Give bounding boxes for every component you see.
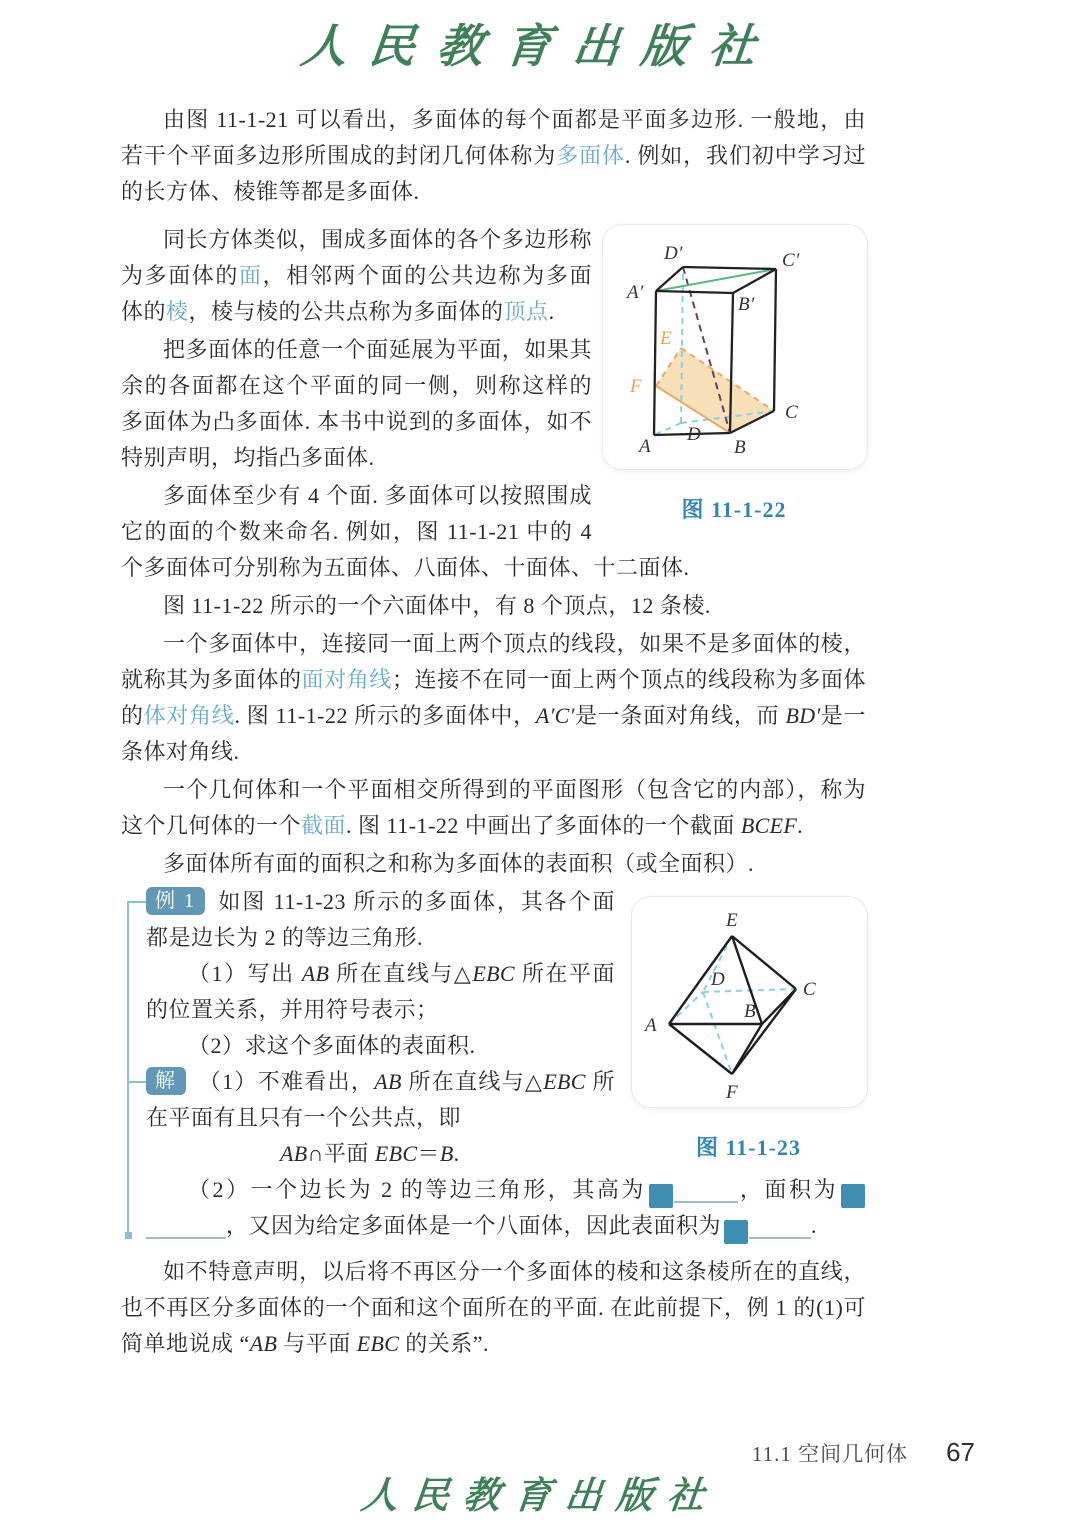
text-segment: . [797,813,804,838]
vertex-label-c-prime: C′ [782,250,800,271]
text-segment: 与平面 [277,1331,357,1356]
text-segment: . [548,299,555,324]
paragraph-hexahedron-counts [121,588,866,624]
answer-box-3[interactable]: 3 [724,1220,748,1244]
footer-page-number: 67 [946,1437,975,1467]
page-content [121,102,893,1364]
example-bracket-tick-top [128,901,146,903]
text-segment: 是一条体对角线. [121,703,866,764]
vertex-label-d: D [711,969,726,990]
text-segment: 棱 [166,299,189,324]
text-segment: EBC [356,1331,400,1356]
text-segment: ，棱与棱的公共点称为多面体的 [188,299,504,324]
vertex-label-c: C [785,402,799,423]
paragraph-cross-section [121,772,866,844]
vertex-label-d-prime: D′ [664,243,683,264]
answer-box-2[interactable]: 2 [841,1184,865,1208]
vertex-label-e: E [726,910,739,931]
cuboid-section-drawing [602,224,868,470]
text-segment: A′C′ [535,703,575,728]
vertex-label-a: A [639,436,652,457]
text-segment: . [811,1213,818,1238]
example-badge: 例 1 [146,887,205,915]
vertex-label-e: E [660,328,673,349]
text-segment: ，又因为给定多面体是一个八面体，因此表面积为 [226,1213,722,1238]
vertex-label-a-prime: A′ [627,282,644,303]
text-segment: 面 [239,263,263,288]
footer-meta [752,1437,975,1468]
text-segment: AB [374,1069,402,1094]
example-bracket-tick-solution [128,1081,146,1083]
publisher-logo-bottom: 人民教育出版社 [358,1473,721,1517]
text-segment: 体对角线 [143,703,235,728]
text-segment: ＝ [417,1141,440,1166]
text-segment: . [453,1141,460,1166]
solution-part-1-text [146,1069,615,1130]
text-segment: 所在平面有且只有一个公共点，即 [146,1069,615,1130]
paragraph-closing-convention [121,1254,866,1362]
text-segment: AB [280,1141,308,1166]
solution-part-2-text [146,1172,893,1244]
text-segment: 多面体 [556,143,625,168]
example-intro-text [146,889,615,950]
text-segment: B [439,1141,454,1166]
text-segment: EBC [374,1141,418,1166]
text-segment: 一个多面体中，连接同一面上两个顶点的线段，如果不是多面体的棱，就称其为多面体的 [121,631,866,692]
text-segment: EBC [472,961,515,986]
figure-caption-11-1-22: 图 11-1-22 [681,497,787,522]
text-segment: 多面体至少有 4 个面. 多面体可以按照围成它的面的个数来命名. 例如，图 11-1-21 中的 4 个多面体可分别称为五面体、八面体、十面体、十二面体. [121,483,690,580]
text-segment: ，相邻两个面的公共边称为多面体的 [121,263,592,324]
text-segment: 如不特意声明，以后将不再区分一个多面体的棱和这条棱所在的直线，也不再区分多面体的一个面和这个面所在的平面. 在此前提下，例 1 的(1)可简单地说成 “ [121,1259,866,1356]
text-segment: 如图 11-1-23 所示的多面体，其各个面都是边长为 2 的等边三角形. [146,889,615,950]
answer-blank-2[interactable] [146,1219,226,1239]
text-segment: 由图 11-1-21 可以看出，多面体的每个面都是平面多边形. 一般地，由若干个平面多边形所围成的封闭几何体称为 [121,107,866,168]
text-segment: ；连接不在同一面上两个顶点的线段称为多面体的 [121,667,866,728]
text-segment: . 图 11-1-22 中画出了多面体的一个截面 [346,813,741,838]
text-segment: 一个几何体和一个平面相交所得到的平面图形（包含它的内部），称为这个几何体的一个 [121,777,866,838]
text-segment: （1）写出 [188,961,302,986]
vertex-label-f: F [630,376,643,397]
text-segment: . 图 11-1-22 所示的多面体中， [234,703,536,728]
text-segment: 面对角线 [301,667,392,692]
text-segment: BD′ [785,703,821,728]
vertex-label-d: D [687,424,702,445]
text-segment: 图 11-1-22 所示的一个六面体中，有 8 个顶点，12 条棱. [163,593,711,618]
octahedron-drawing [631,896,868,1108]
text-segment: ∩平面 [307,1141,375,1166]
vertex-label-b: B [744,1001,757,1022]
text-segment: （2）一个边长为 2 的等边三角形，其高为 [188,1177,646,1202]
paragraph-polyhedron-definition [121,102,866,210]
footer-section-label: 11.1 空间几何体 [751,1442,909,1466]
text-segment: BCEF [740,813,798,838]
text-segment: AB [249,1331,278,1356]
paragraph-surface-area [121,846,866,882]
example-bracket-line [127,901,129,1232]
text-segment: 把多面体的任意一个面延展为平面，如果其余的各面都在这个平面的同一侧，则称这样的多面体为凸多面体. 本书中说到的多面体，如不特别声明，均指凸多面体. [121,337,592,470]
publisher-logo-top: 人民教育出版社 [298,19,780,73]
answer-box-1[interactable]: 1 [649,1184,673,1208]
answer-blank-3[interactable] [749,1219,811,1239]
text-segment: 多面体所有面的面积之和称为多面体的表面积（或全面积）. [163,851,755,876]
text-segment: 同长方体类似，围成多面体的各个多边形称为多面体的 [121,227,592,288]
paragraph-diagonals [121,626,866,770]
text-segment: 所在直线与△ [401,1069,544,1094]
vertex-label-b: B [734,437,747,458]
text-segment: 所在平面的位置关系，并用符号表示； [146,961,615,1022]
vertex-label-f: F [726,1082,739,1103]
solution-badge: 解 [146,1067,186,1095]
example-1-block [121,884,893,1244]
text-segment: 截面 [301,813,347,838]
text-segment: ，面积为 [737,1177,838,1202]
answer-blank-1[interactable] [674,1183,738,1203]
vertex-label-a: A [645,1015,658,1036]
text-segment: （2）求这个多面体的表面积. [188,1033,476,1058]
text-segment: 是一条面对角线，而 [574,703,786,728]
text-segment: . 例如，我们初中学习过的长方体、棱锥等都是多面体. [121,143,866,204]
text-segment: 顶点 [503,299,549,324]
vertex-label-b-prime: B′ [738,294,755,315]
figure-11-1-22 [602,224,866,525]
text-segment: 所在直线与△ [329,961,473,986]
figure-11-1-23 [631,896,866,1163]
figure-caption-11-1-23: 图 11-1-23 [696,1135,801,1160]
text-segment: 的关系”. [399,1331,489,1356]
text-segment: （1）不难看出， [198,1069,375,1094]
text-segment: AB [301,961,330,986]
vertex-label-c: C [803,979,817,1000]
text-segment: EBC [543,1069,586,1094]
